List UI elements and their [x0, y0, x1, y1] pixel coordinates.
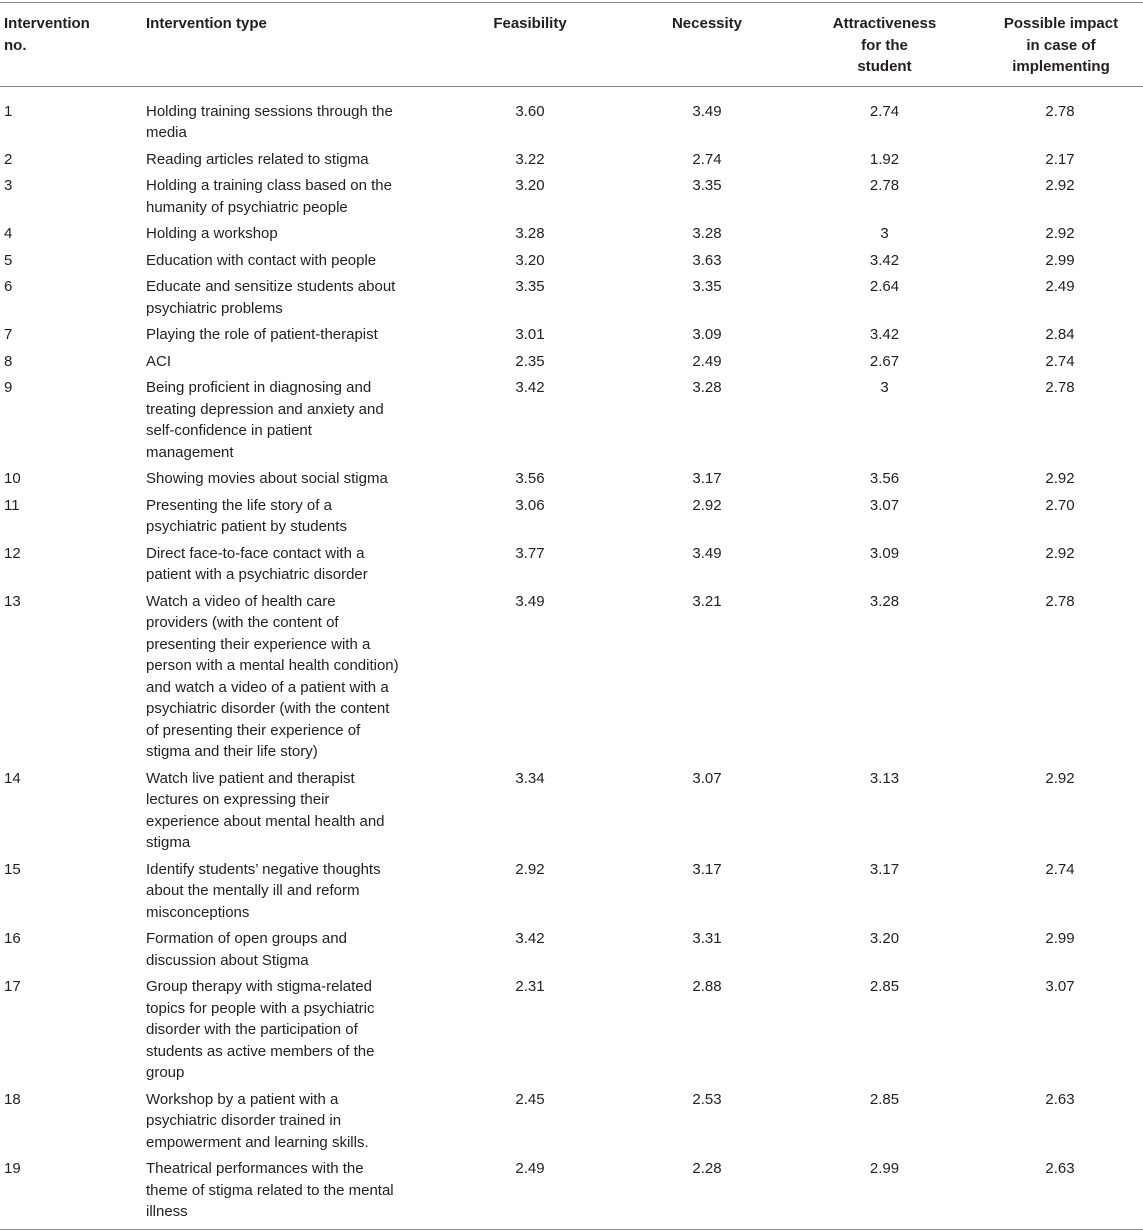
cell-feasibility: 3.22 — [515, 150, 545, 168]
cell-necessity: 3.35 — [692, 177, 722, 194]
cell-intervention-type — [140, 857, 438, 927]
cell-attractiveness: 3 — [880, 379, 889, 396]
cell-attractiveness: 3.17 — [869, 860, 900, 878]
text-line: stigma — [146, 834, 191, 851]
cell-feasibility: 3.42 — [515, 379, 545, 396]
cell-intervention-no: 9 — [4, 379, 13, 396]
table-row — [0, 974, 1143, 1087]
table-row — [0, 926, 1143, 974]
cell-intervention-type — [140, 589, 438, 766]
header-feasibility — [438, 3, 622, 87]
cell-necessity: 2.49 — [692, 352, 722, 370]
cell-feasibility: 3.28 — [515, 225, 545, 242]
cell-intervention-no: 13 — [4, 592, 21, 610]
cell-feasibility: 2.45 — [515, 1090, 545, 1108]
cell-intervention-type — [140, 1087, 438, 1157]
cell-intervention-no: 1 — [4, 102, 13, 120]
text-line: in case of — [1026, 36, 1096, 54]
cell-intervention-no: 2 — [4, 150, 13, 168]
cell-intervention-type — [140, 541, 438, 589]
header-possible-impact — [977, 3, 1143, 87]
cell-intervention-type — [140, 926, 438, 974]
cell-intervention-type — [140, 322, 438, 349]
text-line: no. — [4, 36, 27, 54]
text-line: Theatrical performances with the — [146, 1160, 364, 1177]
cell-intervention-type — [140, 766, 438, 857]
cell-attractiveness: 3 — [880, 225, 889, 242]
cell-attractiveness: 2.64 — [869, 278, 900, 295]
text-line: Necessity — [671, 15, 743, 32]
cell-intervention-no: 3 — [4, 177, 13, 194]
table-row — [0, 86, 1143, 147]
text-line: psychiatric disorder (with the content — [146, 700, 390, 717]
header-row — [0, 3, 1143, 87]
cell-feasibility: 3.42 — [515, 930, 545, 947]
cell-attractiveness: 2.67 — [869, 352, 900, 370]
cell-necessity: 3.07 — [692, 769, 722, 787]
text-line: psychiatric disorder trained in — [146, 1112, 342, 1129]
text-line: Reading articles related to stigma — [146, 150, 369, 168]
cell-necessity: 2.74 — [692, 150, 722, 168]
cell-possible-impact: 2.78 — [1045, 379, 1075, 396]
text-line: empowerment and learning skills. — [146, 1133, 369, 1151]
cell-intervention-type — [140, 86, 438, 147]
cell-intervention-type — [140, 466, 438, 493]
cell-intervention-type — [140, 147, 438, 174]
text-line: Educate and sensitize students about — [146, 278, 396, 295]
text-line: experience about mental health and — [146, 812, 385, 830]
text-line: student — [857, 58, 912, 75]
text-line: Holding a training class based on the — [146, 177, 392, 194]
cell-intervention-no: 14 — [4, 769, 21, 787]
cell-intervention-type — [140, 221, 438, 248]
text-line: misconceptions — [146, 903, 250, 921]
text-line: media — [146, 124, 187, 141]
text-line: Group therapy with stigma-related — [146, 978, 372, 995]
cell-attractiveness: 3.13 — [869, 769, 900, 787]
cell-necessity: 2.28 — [692, 1160, 722, 1177]
table-row — [0, 589, 1143, 766]
cell-feasibility: 3.77 — [515, 544, 545, 562]
table-row — [0, 349, 1143, 376]
cell-intervention-no: 17 — [4, 978, 21, 995]
cell-necessity: 3.17 — [692, 860, 722, 878]
text-line: person with a mental health condition) — [146, 657, 399, 674]
cell-feasibility: 3.35 — [515, 278, 545, 295]
table-row — [0, 147, 1143, 174]
table-body — [0, 86, 1143, 1229]
table-header — [0, 3, 1143, 87]
cell-attractiveness: 2.85 — [869, 1090, 900, 1108]
text-line: Holding a workshop — [146, 225, 278, 242]
cell-intervention-type — [140, 493, 438, 541]
cell-intervention-no: 6 — [4, 278, 13, 295]
text-line: Formation of open groups and — [146, 930, 347, 947]
cell-intervention-no: 4 — [4, 225, 13, 242]
cell-possible-impact: 2.92 — [1045, 225, 1075, 242]
table-row — [0, 221, 1143, 248]
table-row — [0, 493, 1143, 541]
table-row — [0, 857, 1143, 927]
cell-attractiveness: 3.28 — [869, 592, 900, 610]
cell-feasibility: 3.49 — [515, 592, 545, 610]
cell-feasibility: 3.34 — [515, 769, 545, 787]
table-row — [0, 248, 1143, 275]
cell-intervention-no: 10 — [4, 470, 21, 487]
text-line: presenting their experience with a — [146, 635, 371, 653]
cell-feasibility: 3.60 — [515, 102, 545, 120]
cell-intervention-type — [140, 1156, 438, 1229]
cell-possible-impact: 2.92 — [1045, 544, 1075, 562]
table-row — [0, 1087, 1143, 1157]
cell-possible-impact: 2.17 — [1045, 150, 1075, 168]
header-intervention-type — [140, 3, 438, 87]
cell-intervention-no: 8 — [4, 352, 13, 370]
cell-attractiveness: 2.85 — [869, 978, 900, 995]
header-necessity — [622, 3, 792, 87]
cell-intervention-no: 5 — [4, 251, 13, 269]
cell-necessity: 2.88 — [692, 978, 722, 995]
cell-possible-impact: 2.78 — [1045, 592, 1075, 610]
cell-feasibility: 2.35 — [515, 352, 545, 370]
cell-necessity: 3.31 — [692, 930, 722, 947]
text-line: about the mentally ill and reform — [146, 882, 360, 899]
cell-attractiveness: 3.56 — [869, 470, 900, 487]
cell-intervention-type — [140, 248, 438, 275]
table-row — [0, 1156, 1143, 1229]
text-line: Education with contact with people — [146, 251, 377, 269]
cell-possible-impact: 2.99 — [1045, 251, 1075, 269]
text-line: disorder with the participation of — [146, 1021, 358, 1038]
cell-intervention-no: 19 — [4, 1160, 21, 1177]
cell-necessity: 3.28 — [692, 225, 722, 242]
text-line: Possible impact — [1003, 15, 1119, 32]
cell-feasibility: 2.31 — [515, 978, 545, 995]
table-row — [0, 322, 1143, 349]
text-line: Attractiveness — [832, 15, 937, 32]
cell-intervention-type — [140, 173, 438, 221]
text-line: providers (with the content of — [146, 614, 339, 631]
text-line: Feasibility — [493, 15, 567, 32]
cell-necessity: 2.53 — [692, 1090, 722, 1108]
cell-intervention-no: 12 — [4, 544, 21, 562]
text-line: of presenting their experience of — [146, 721, 361, 739]
cell-feasibility: 3.20 — [515, 177, 545, 194]
cell-necessity: 3.49 — [692, 102, 722, 120]
cell-feasibility: 2.49 — [515, 1160, 545, 1177]
cell-necessity: 3.17 — [692, 470, 722, 487]
cell-possible-impact: 2.84 — [1045, 326, 1075, 343]
table-row — [0, 541, 1143, 589]
cell-attractiveness: 2.99 — [869, 1160, 900, 1177]
cell-attractiveness: 1.92 — [869, 150, 900, 168]
text-line: Watch live patient and therapist — [146, 769, 355, 787]
table-row — [0, 466, 1143, 493]
cell-possible-impact: 2.74 — [1045, 352, 1075, 370]
header-attractiveness — [792, 3, 977, 87]
cell-attractiveness: 3.09 — [869, 544, 900, 562]
text-line: illness — [146, 1203, 188, 1220]
text-line: self-confidence in patient — [146, 422, 312, 439]
cell-attractiveness: 3.42 — [869, 326, 900, 343]
text-line: Intervention — [4, 15, 90, 32]
cell-possible-impact: 2.92 — [1045, 769, 1075, 787]
cell-attractiveness: 2.78 — [869, 177, 900, 194]
cell-feasibility: 3.56 — [515, 470, 545, 487]
cell-intervention-no: 16 — [4, 930, 21, 947]
cell-possible-impact: 2.92 — [1045, 470, 1075, 487]
cell-attractiveness: 3.20 — [869, 930, 900, 947]
text-line: topics for people with a psychiatric — [146, 999, 375, 1017]
text-line: humanity of psychiatric people — [146, 198, 348, 216]
cell-feasibility: 2.92 — [515, 860, 545, 878]
table-row — [0, 274, 1143, 322]
text-line: Being proficient in diagnosing and — [146, 379, 372, 396]
text-line: lectures on expressing their — [146, 791, 330, 808]
cell-intervention-type — [140, 974, 438, 1087]
cell-intervention-no: 7 — [4, 326, 13, 343]
text-line: Direct face-to-face contact with a — [146, 544, 365, 562]
cell-feasibility: 3.01 — [515, 326, 545, 343]
cell-possible-impact: 2.78 — [1045, 102, 1075, 120]
cell-possible-impact: 2.99 — [1045, 930, 1075, 947]
text-line: implementing — [1012, 58, 1110, 75]
text-line: management — [146, 443, 234, 461]
cell-intervention-no: 18 — [4, 1090, 21, 1108]
cell-necessity: 2.92 — [692, 496, 722, 514]
cell-possible-impact: 2.63 — [1045, 1160, 1075, 1177]
cell-attractiveness: 2.74 — [869, 102, 900, 120]
text-line: group — [146, 1064, 185, 1081]
header-intervention-no — [0, 3, 140, 87]
text-line: for the — [861, 36, 908, 54]
text-line: patient with a psychiatric disorder — [146, 566, 368, 583]
intervention-ratings-table — [0, 2, 1143, 1230]
cell-intervention-no: 15 — [4, 860, 21, 878]
cell-necessity: 3.35 — [692, 278, 722, 295]
cell-attractiveness: 3.07 — [869, 496, 900, 514]
text-line: theme of stigma related to the mental — [146, 1181, 394, 1199]
cell-necessity: 3.49 — [692, 544, 722, 562]
cell-necessity: 3.63 — [692, 251, 722, 269]
cell-necessity: 3.28 — [692, 379, 722, 396]
table-row — [0, 173, 1143, 221]
text-line: Presenting the life story of a — [146, 496, 332, 514]
cell-feasibility: 3.20 — [515, 251, 545, 269]
cell-possible-impact: 2.63 — [1045, 1090, 1075, 1108]
cell-attractiveness: 3.42 — [869, 251, 900, 269]
text-line: Showing movies about social stigma — [146, 470, 388, 487]
text-line: Intervention type — [146, 15, 267, 32]
cell-possible-impact: 2.92 — [1045, 177, 1075, 194]
cell-intervention-type — [140, 349, 438, 376]
text-line: ACI — [146, 352, 172, 370]
table-row — [0, 766, 1143, 857]
text-line: Holding training sessions through the — [146, 102, 393, 120]
cell-necessity: 3.21 — [692, 592, 722, 610]
cell-possible-impact: 2.49 — [1045, 278, 1075, 295]
text-line: and watch a video of a patient with a — [146, 678, 389, 696]
text-line: Watch a video of health care — [146, 592, 336, 610]
text-line: treating depression and anxiety and — [146, 400, 384, 418]
text-line: students as active members of the — [146, 1042, 375, 1060]
cell-intervention-type — [140, 375, 438, 466]
text-line: psychiatric problems — [146, 299, 283, 317]
text-line: discussion about Stigma — [146, 951, 309, 969]
text-line: Playing the role of patient-therapist — [146, 326, 378, 343]
table-row — [0, 375, 1143, 466]
cell-possible-impact: 2.74 — [1045, 860, 1075, 878]
text-line: Workshop by a patient with a — [146, 1090, 339, 1108]
text-line: psychiatric patient by students — [146, 518, 347, 535]
cell-possible-impact: 2.70 — [1045, 496, 1075, 514]
cell-possible-impact: 3.07 — [1045, 978, 1075, 995]
text-line: Identify students’ negative thoughts — [146, 860, 381, 878]
cell-intervention-no: 11 — [4, 496, 20, 514]
cell-necessity: 3.09 — [692, 326, 722, 343]
text-line: stigma and their life story) — [146, 743, 318, 760]
cell-feasibility: 3.06 — [515, 496, 545, 514]
cell-intervention-type — [140, 274, 438, 322]
